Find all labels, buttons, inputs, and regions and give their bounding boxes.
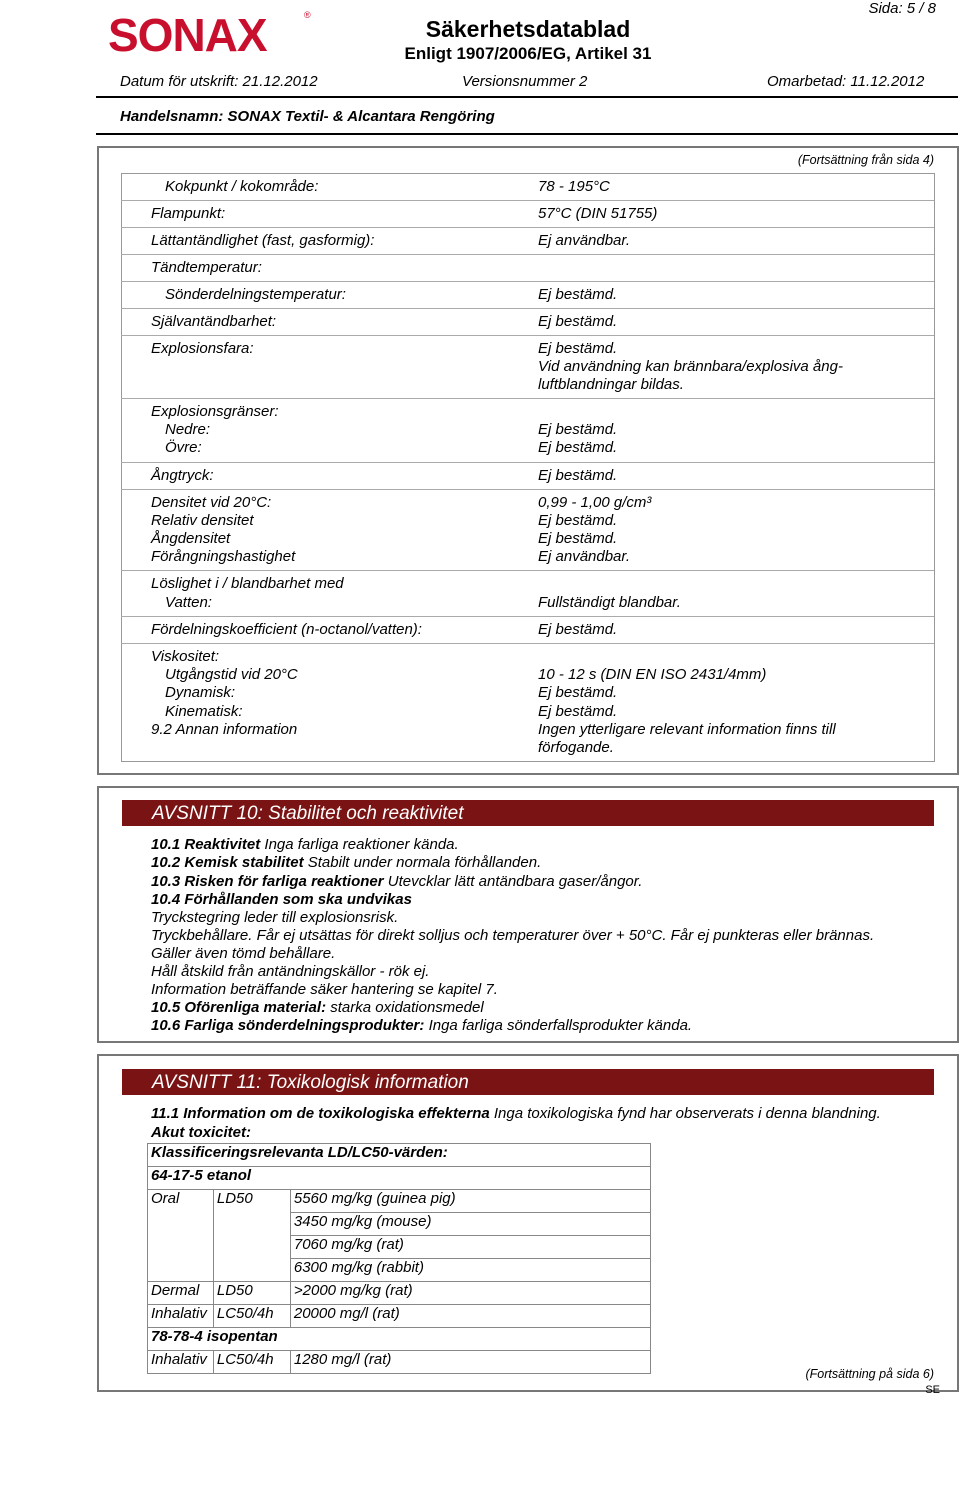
self-ignition-value: Ej bestämd. bbox=[538, 313, 618, 330]
decomposition-temp-value: Ej bestämd. bbox=[538, 286, 618, 303]
evaporation-rate-value: Ej användbar. bbox=[538, 548, 631, 565]
flash-point-value: 57°C (DIN 51755) bbox=[538, 205, 658, 222]
boiling-point-value: 78 - 195°C bbox=[538, 178, 610, 195]
water-label: Vatten: bbox=[165, 594, 212, 611]
print-date: Datum för utskrift: 21.12.2012 bbox=[120, 73, 318, 90]
explosion-hazard-label: Explosionsfara: bbox=[151, 340, 254, 357]
language-code: SE bbox=[925, 1384, 940, 1396]
density-value: 0,99 - 1,00 g/cm³ bbox=[538, 494, 652, 511]
table-row: 7060 mg/kg (rat) bbox=[148, 1236, 651, 1259]
other-info-label: 9.2 Annan information bbox=[151, 721, 298, 738]
continued-from: (Fortsättning från sida 4) bbox=[797, 153, 934, 167]
kinematic-label: Kinematisk: bbox=[165, 703, 243, 720]
conditions-line-2: Tryckbehållare. Får ej utsättas för direkt solljus och temperaturer över + 50°C. Får ej punkteras eller brännas. bbox=[151, 927, 875, 944]
table-row: Dermal LD50 >2000 mg/kg (rat) bbox=[148, 1282, 651, 1305]
partition-coefficient-value: Ej bestämd. bbox=[538, 621, 618, 638]
hazardous-reactions: 10.3 Risken för farliga reaktioner Utevcklar lätt antändbara gaser/ångor. bbox=[151, 873, 643, 890]
table-row: Inhalativ LC50/4h 20000 mg/l (rat) bbox=[148, 1305, 651, 1328]
self-ignition-label: Självantändbarhet: bbox=[151, 313, 277, 330]
document-subtitle: Enligt 1907/2006/EG, Artikel 31 bbox=[404, 44, 652, 63]
water-value: Fullständigt blandbar. bbox=[538, 594, 681, 611]
ld-table-heading: Klassificeringsrelevanta LD/LC50-värden: bbox=[148, 1144, 651, 1167]
flash-point-label: Flampunkt: bbox=[151, 205, 226, 222]
upper-limit-value: Ej bestämd. bbox=[538, 439, 618, 456]
version-number: Versionsnummer 2 bbox=[462, 73, 588, 90]
decomposition-temp-label: Sönderdelningstemperatur: bbox=[165, 286, 346, 303]
flow-time-label: Utgångstid vid 20°C bbox=[165, 666, 298, 683]
explosion-limits-label: Explosionsgränser: bbox=[151, 403, 279, 420]
sonax-logo: SONAX ® bbox=[108, 9, 311, 61]
dynamic-label: Dynamisk: bbox=[165, 684, 236, 701]
section10-title: AVSNITT 10: Stabilitet och reaktivitet bbox=[122, 800, 934, 826]
viscosity-label: Viskositet: bbox=[151, 648, 220, 665]
trade-name: Handelsnamn: SONAX Textil- & Alcantara Rengöring bbox=[120, 108, 495, 125]
table-row: 3450 mg/kg (mouse) bbox=[148, 1213, 651, 1236]
section11-title: AVSNITT 11: Toxikologisk information bbox=[122, 1069, 934, 1095]
explosion-hazard-value: Ej bestämd. bbox=[538, 340, 618, 357]
table-row: Oral LD50 5560 mg/kg (guinea pig) bbox=[148, 1190, 651, 1213]
conditions-line-5: Information beträffande säker hantering se kapitel 7. bbox=[151, 981, 498, 998]
vapour-density-value: Ej bestämd. bbox=[538, 530, 618, 547]
boiling-point-label: Kokpunkt / kokområde: bbox=[165, 178, 319, 195]
lower-limit-value: Ej bestämd. bbox=[538, 421, 618, 438]
evaporation-rate-label: Förångningshastighet bbox=[151, 548, 296, 565]
ignition-temp-label: Tändtemperatur: bbox=[151, 259, 262, 276]
vapour-density-label: Ångdensitet bbox=[151, 530, 231, 547]
reactivity: 10.1 Reaktivitet Inga farliga reaktioner kända. bbox=[151, 836, 459, 853]
tradename-rule bbox=[96, 133, 958, 135]
flow-time-value: 10 - 12 s (DIN EN ISO 2431/4mm) bbox=[538, 666, 767, 683]
flammability-value: Ej användbar. bbox=[538, 232, 631, 249]
header-rule bbox=[96, 96, 958, 98]
decomposition-products: 10.6 Farliga sönderdelningsprodukter: Inga farliga sönderfallsprodukter kända. bbox=[151, 1017, 693, 1034]
isopentane-heading: 78-78-4 isopentan bbox=[148, 1328, 651, 1351]
relative-density-label: Relativ densitet bbox=[151, 512, 254, 529]
table-row: 6300 mg/kg (rabbit) bbox=[148, 1259, 651, 1282]
relative-density-value: Ej bestämd. bbox=[538, 512, 618, 529]
toxicological-effects: 11.1 Information om de toxikologiska effekterna Inga toxikologiska fynd har observerats i denna blandning. bbox=[151, 1105, 881, 1122]
dynamic-value: Ej bestämd. bbox=[538, 684, 618, 701]
other-info-value: Ingen ytterligare relevant information finns till bbox=[538, 721, 836, 738]
acute-toxicity-heading: Akut toxicitet: bbox=[151, 1124, 252, 1141]
partition-coefficient-label: Fördelningskoefficient (n-octanol/vatten): bbox=[151, 621, 422, 638]
vapour-pressure-label: Ångtryck: bbox=[151, 467, 214, 484]
density-label: Densitet vid 20°C: bbox=[151, 494, 272, 511]
ethanol-heading: 64-17-5 etanol bbox=[148, 1167, 651, 1190]
explosion-hazard-note-2: luftblandningar bildas. bbox=[538, 376, 684, 393]
document-title: Säkerhetsdatablad bbox=[425, 16, 631, 42]
continued-to: (Fortsättning på sida 6) bbox=[805, 1367, 934, 1381]
incompatible-materials: 10.5 Oförenliga material: starka oxidationsmedel bbox=[151, 999, 484, 1016]
conditions-line-1: Tryckstegring leder till explosionsrisk. bbox=[151, 909, 399, 926]
other-info-value-2: förfogande. bbox=[538, 739, 614, 756]
flammability-label: Lättantändlighet (fast, gasformig): bbox=[151, 232, 375, 249]
solubility-label: Löslighet i / blandbarhet med bbox=[151, 575, 344, 592]
table-row: Inhalativ LC50/4h 1280 mg/l (rat) bbox=[148, 1351, 651, 1374]
revised-date: Omarbetad: 11.12.2012 bbox=[767, 73, 925, 90]
ld-lc50-table bbox=[147, 1143, 651, 1374]
conditions-to-avoid-heading: 10.4 Förhållanden som ska undvikas bbox=[151, 891, 412, 908]
vapour-pressure-value: Ej bestämd. bbox=[538, 467, 618, 484]
lower-limit-label: Nedre: bbox=[165, 421, 211, 438]
page-number: Sida: 5 / 8 bbox=[868, 0, 936, 17]
kinematic-value: Ej bestämd. bbox=[538, 703, 618, 720]
conditions-line-4: Håll åtskild från antändningskällor - rök ej. bbox=[151, 963, 430, 980]
conditions-line-3: Gäller även tömd behållare. bbox=[151, 945, 336, 962]
explosion-hazard-note: Vid användning kan brännbara/explosiva ång- bbox=[538, 358, 843, 375]
upper-limit-label: Övre: bbox=[165, 439, 202, 456]
chemical-stability: 10.2 Kemisk stabilitet Stabilt under normala förhållanden. bbox=[151, 854, 542, 871]
